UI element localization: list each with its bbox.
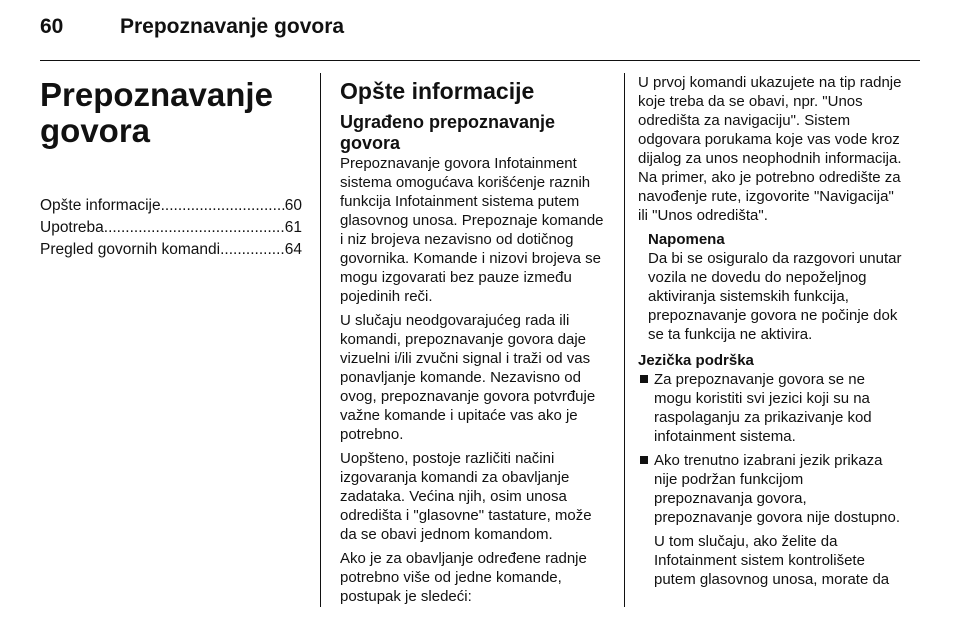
toc-leader-dots [104,217,285,239]
note-box [648,230,904,344]
toc-entry-page: 60 [284,197,302,214]
toc-entry[interactable] [40,217,302,239]
toc-entry[interactable] [40,195,302,217]
continuation-column [638,73,904,594]
section-column [340,73,604,611]
toc-leader-dots [161,195,285,217]
note-text: Da bi se osiguralo da razgovori unutar vozila ne dovedu do nepoželjnog aktiviranja sistemskih funkcija, prepoznavanje govora ne počinje dok se ta funkcija ne aktivira. [648,250,902,343]
bullet-item: Za prepoznavanje govora se ne mogu koristiti svi jezici koji su na raspolaganju za prikazivanje kod infotainment sistema. [638,370,904,446]
bullet-list [638,370,904,527]
toc-entry-label: Upotreba [40,219,104,236]
bullet-item: Ako trenutno izabrani jezik prikaza nije podržan funkcijom prepoznavanja govora, prepoznavanje govora nije dostupno. [638,451,904,527]
table-of-contents [40,195,302,261]
page-number: 60 [40,15,64,38]
body-paragraph: Uopšteno, postoje različiti načini izgovaranja komandi za obavljanje zadataka. Većina njih, osim unosa odredišta i "glasovne" tastature, može da se obavi jednom komandom. [340,450,592,543]
toc-entry-label: Opšte informacije [40,197,161,214]
column-divider-2 [624,73,625,607]
section-subtitle-line-1: Ugrađeno prepoznavanje [340,112,556,132]
toc-leader-dots [220,239,285,261]
body-paragraph: Prepoznavanje govora Infotainment sistema omogućava korišćenje raznih funkcija Infotainment sistema putem glasovnog unosa. Prepoznaje komande i niz brojeva nezavisno od dotičnog govornika. Komande i nizovi brojeva se mogu izgovarati bez pauze između pojedinih reči. [340,155,604,305]
body-paragraph: U prvoj komandi ukazujete na tip radnje koje treba da se obavi, npr. "Unos odredišta za navigaciju". Sistem odgovara porukama koje vas vode kroz dijalog za unos neophodnih informacija. Na primer, ako je potrebno odredište za navođenje rute, izgovorite "Navigacija" ili "Unos odredišta". [638,74,902,224]
column-divider-1 [320,73,321,607]
body-paragraph: Ako je za obavljanje određene radnje potrebno više od jedne komande, postupak je sledeći: [340,550,587,605]
language-support-heading: Jezička podrška [638,352,754,369]
chapter-title-line-2: govora [40,112,151,149]
running-title: Prepoznavanje govora [120,15,345,38]
toc-entry-label: Pregled govornih komandi [40,241,221,258]
note-title: Napomena [648,231,725,248]
section-title: Opšte informacije [340,78,535,104]
bullet-continuation: U tom slučaju, ako želite da Infotainment sistem kontrolišete putem glasovnog unosa, morate da [654,533,890,588]
header-rule [40,60,920,61]
section-subtitle [340,112,604,154]
toc-entry-page: 61 [284,219,302,236]
body-paragraph: U slučaju neodgovarajućeg rada ili komandi, prepoznavanje govora daje vizuelni i/ili zvučni signal i traži od vas ponavljanje komande. Nezavisno od ovog, prepoznavanje govora potvrđuje važne komande i upitaće vas ako je potrebno. [340,312,596,443]
section-subtitle-line-2: govora [340,133,401,153]
chapter-title [40,77,302,149]
toc-entry-page: 64 [284,241,302,258]
chapter-title-line-1: Prepoznavanje [40,76,273,113]
toc-entry[interactable] [40,239,302,261]
chapter-column [40,73,302,261]
